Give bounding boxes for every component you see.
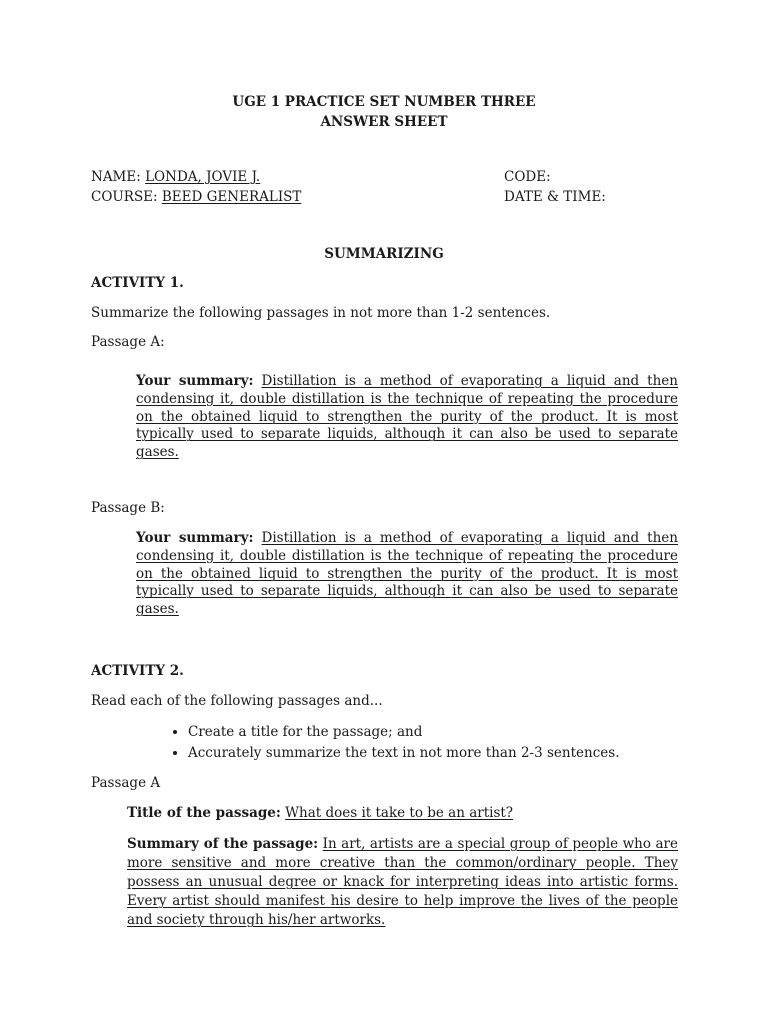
summary-label: Your summary: xyxy=(136,530,254,546)
name-label: NAME: xyxy=(91,169,141,185)
passage-title-value: What does it take to be an artist? xyxy=(285,805,514,821)
activity2-passage-a-label: Passage A xyxy=(91,775,161,791)
course-row xyxy=(91,189,301,205)
code-label: CODE: xyxy=(504,169,551,185)
bullet-item: • Create a title for the passage; and xyxy=(188,722,619,743)
activity2-instruction: Read each of the following passages and... xyxy=(91,693,383,709)
activity1-summary-a xyxy=(136,373,678,462)
passage-title-row xyxy=(127,805,513,821)
name-value: LONDA, JOVIE J. xyxy=(145,169,261,185)
activity1-passage-a-label: Passage A: xyxy=(91,334,165,350)
summary-label: Your summary: xyxy=(136,373,254,389)
name-row xyxy=(91,169,260,185)
passage-summary xyxy=(127,835,678,930)
date-time-label: DATE & TIME: xyxy=(504,189,606,205)
summary-a-text: Distillation is a method of evaporating a liquid and then condensing it, double distillation is the technique of repeating the procedure on the obtained liquid to strengthen the purity of the product. It is most typically used to separate liquids, although it can also be used to separate gases. xyxy=(136,373,678,461)
passage-summary-label: Summary of the passage: xyxy=(127,836,319,852)
activity1-summary-b xyxy=(136,530,678,619)
course-value: BEED GENERALIST xyxy=(161,189,302,205)
activity2-heading: ACTIVITY 2. xyxy=(91,663,184,679)
summary-b-text: Distillation is a method of evaporating a liquid and then condensing it, double distillation is the technique of repeating the procedure on the obtained liquid to strengthen the purity of the product. It is most typically used to separate liquids, although it can also be used to separate gases. xyxy=(136,530,678,618)
course-label: COURSE: xyxy=(91,189,158,205)
activity1-passage-b-label: Passage B: xyxy=(91,500,165,516)
bullet-item: • Accurately summarize the text in not more than 2-3 sentences. xyxy=(188,743,619,764)
activity2-bullet-list xyxy=(160,722,619,764)
activity1-instruction: Summarize the following passages in not more than 1-2 sentences. xyxy=(91,305,551,321)
section-title: SUMMARIZING xyxy=(324,246,444,262)
passage-summary-text: In art, artists are a special group of people who are more sensitive and more creative than the common/ordinary people. They possess an unusual degree or knack for interpreting ideas into artistic forms. Every artist should manifest his desire to help improve the lives of the people and society through his/her artworks. xyxy=(127,836,678,928)
activity1-heading: ACTIVITY 1. xyxy=(91,275,184,291)
passage-title-label: Title of the passage: xyxy=(127,805,281,821)
document-title: UGE 1 PRACTICE SET NUMBER THREE xyxy=(232,94,536,110)
document-subtitle: ANSWER SHEET xyxy=(320,114,448,130)
